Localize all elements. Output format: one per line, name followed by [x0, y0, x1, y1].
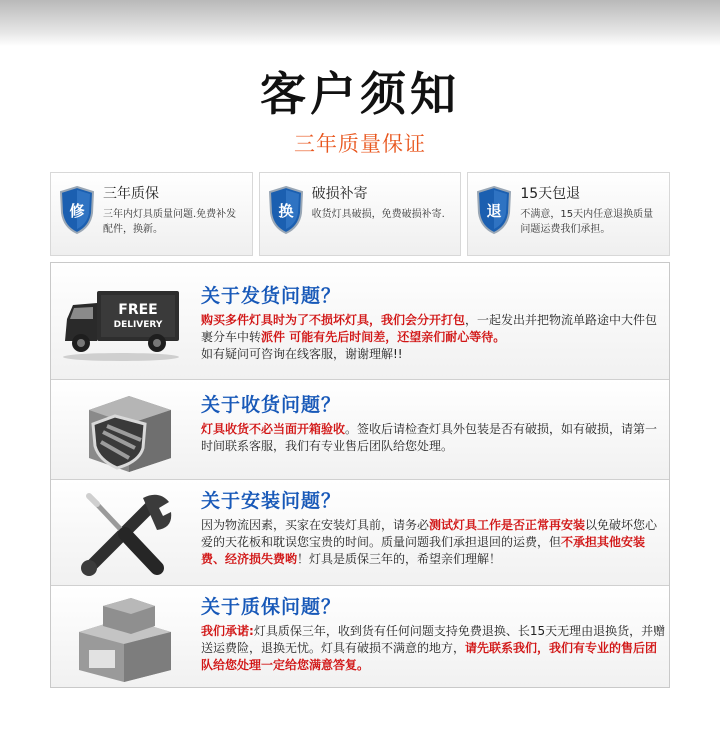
section-body [201, 312, 667, 363]
section-text-highlight: 灯具收货不必当面开箱验收 [201, 422, 346, 436]
shield-char: 修 [69, 202, 85, 220]
guarantee-title: 三年质保 [103, 186, 159, 202]
guarantee-cards [50, 172, 670, 256]
page-subtitle: 三年质量保证 [294, 132, 426, 156]
guarantee-desc: 收货灯具破损，免费破损补寄. [311, 209, 445, 220]
section-body [201, 517, 667, 568]
warranty-section [51, 585, 669, 687]
shipping-section [51, 263, 669, 379]
section-text: 因为物流因素，买家在安装灯具前，请务必 [201, 518, 430, 532]
page-title: 客户须知 [260, 67, 460, 121]
section-body [201, 421, 667, 455]
guarantee-title: 15天包退 [520, 186, 581, 202]
top-gradient-bar [0, 0, 720, 46]
guarantee-card-return [467, 172, 670, 256]
free-delivery-truck-icon [59, 281, 189, 363]
section-title: 关于质保问题？ [201, 596, 342, 618]
return-shield-icon [476, 185, 512, 235]
guarantee-desc: 三年内灯具质量问题.免费补发配件，换新。 [103, 209, 237, 235]
receiving-section [51, 379, 669, 479]
warranty-box-icon [59, 592, 189, 684]
guarantee-desc: 不满意，15天内任意退换质量问题运费我们承担。 [520, 209, 654, 235]
section-text: ，一起发出并把物流单路途中大件包裹分车中转 [201, 313, 658, 344]
section-text-highlight: 我们承诺: [201, 624, 254, 638]
exchange-shield-icon [268, 185, 304, 235]
section-text: 。签收后请检查灯具外包装是否有破损，如有破损，请第一时间联系客服，我们有专业售后团队给您处理。 [201, 422, 658, 453]
section-text-highlight: 派件 可能有先后时间差，还望亲们耐心等待。 [261, 330, 506, 344]
shield-char: 换 [278, 202, 294, 220]
section-text-highlight: 请先联系我们，我们有专业的售后团队给您处理一定给您满意答复。 [201, 641, 658, 672]
section-body [201, 623, 667, 674]
package-shield-icon [59, 388, 189, 474]
section-title: 关于收货问题？ [201, 394, 342, 416]
wrench-screwdriver-icon [59, 486, 189, 580]
truck-text-delivery: DELIVERY [113, 320, 163, 330]
notice-panel [50, 262, 670, 688]
guarantee-title: 破损补寄 [311, 186, 368, 202]
section-text-highlight: 测试灯具工作是否正常再安装 [429, 518, 586, 532]
section-text: 以免破坏您心爱的天花板和耽误您宝贵的时间。质量问题我们承担退回的运费，但 [201, 518, 658, 549]
shield-char: 退 [486, 202, 502, 220]
repair-shield-icon [59, 185, 95, 235]
section-text-highlight: 不承担其他安装费、经济损失费哟 [201, 535, 646, 566]
guarantee-card-damage [259, 172, 462, 256]
section-text-highlight: 购买多件灯具时为了不损坏灯具，我们会分开打包 [201, 313, 466, 327]
section-text: 灯具质保三年，收到货有任何问题支持免费退换、长15天无理由退换货，并赠送运费险，退换无忧。灯具有破损不满意的地方， [201, 624, 666, 655]
truck-text-free: FREE [118, 302, 158, 318]
section-title: 关于发货问题？ [201, 285, 342, 307]
guarantee-card-warranty [50, 172, 253, 256]
section-title: 关于安装问题？ [201, 490, 342, 512]
section-text: 如有疑问可咨询在线客服，谢谢理解!! [201, 347, 403, 361]
installation-section [51, 479, 669, 585]
section-text: ！灯具是质保三年的，希望亲们理解！ [297, 552, 502, 566]
